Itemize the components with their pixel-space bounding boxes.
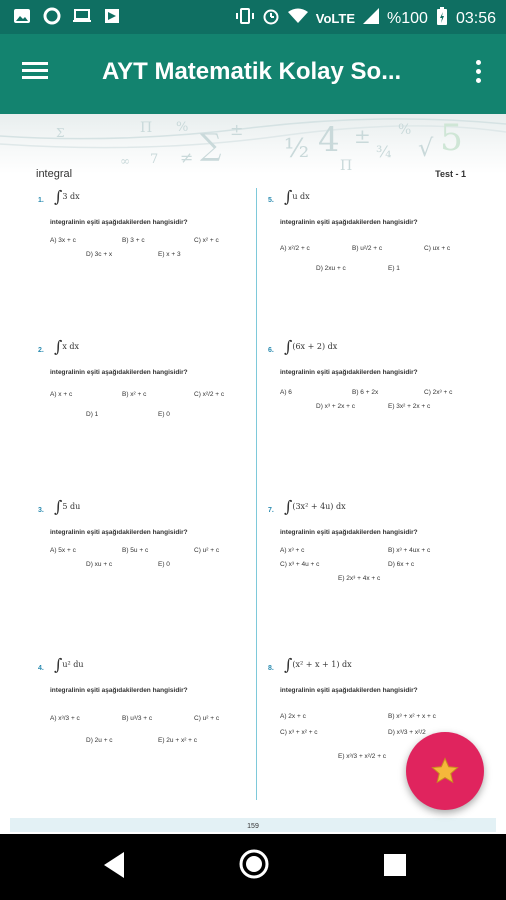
integral-expression: 3 dx: [62, 192, 80, 201]
question-prompt: integralinin eşiti aşağıdakilerden hangisidir?: [280, 687, 418, 694]
option-a: A) x³/3 + c: [50, 715, 80, 722]
recents-button[interactable]: [382, 852, 408, 883]
integral-expression: x dx: [62, 342, 80, 351]
option-b: B) x³ + x² + x + c: [388, 713, 436, 720]
option-b: B) 6 + 2x: [352, 389, 379, 396]
question-prompt: integralinin eşiti aşağıdakilerden hangisidir?: [50, 529, 188, 536]
option-d: D) 6x + c: [388, 561, 415, 568]
option-d: D) 2xu + c: [316, 265, 346, 272]
status-bar: [0, 0, 506, 34]
option-d: D) 1: [86, 411, 99, 418]
option-b: B) u³/3 + c: [122, 715, 153, 722]
integral-expression: u dx: [292, 192, 310, 201]
option-b: B) x² + c: [122, 391, 147, 398]
option-c: C) x³ + 4u + c: [280, 561, 320, 568]
question-prompt: integralinin eşiti aşağıdakilerden hangisidir?: [50, 219, 188, 226]
more-options-icon[interactable]: [474, 60, 484, 88]
wifi-icon: [288, 8, 308, 29]
option-c: C) u² + c: [194, 547, 220, 554]
home-button[interactable]: [238, 848, 270, 885]
option-a: A) 3x + c: [50, 237, 76, 244]
question-prompt: integralinin eşiti aşağıdakilerden hangisidir?: [280, 529, 418, 536]
question-4: 4. ∫u² du integralinin eşiti aşağıdakilerden hangisidir? A) x³/3 + c B) u³/3 + c C) u² + c D) 2u + c E) 2u + x² + c: [38, 655, 220, 744]
option-e: E) x + 3: [158, 251, 181, 258]
vibrate-icon: [236, 7, 254, 30]
option-c: C) 2x³ + c: [424, 389, 453, 396]
network-type-label: VoLTE: [315, 11, 356, 26]
option-e: E) 0: [158, 411, 170, 418]
option-d: D) 2u + c: [86, 737, 113, 744]
page-number: 159: [247, 823, 259, 830]
system-nav-bar: [0, 834, 506, 900]
option-b: B) x³ + 4ux + c: [388, 547, 431, 554]
option-a: A) x³ + c: [280, 547, 305, 554]
question-1: 1. ∫3 dx integralinin eşiti aşağıdakilerden hangisidir? A) 3x + c B) 3 + c C) x² + c D) 3c + x E) x + 3: [38, 187, 219, 258]
option-a: A) 2x + c: [280, 713, 306, 720]
question-3: 3. ∫5 du integralinin eşiti aşağıdakilerden hangisidir? A) 5x + c B) 5u + c C) u² + c D) xu + c E) 0: [38, 497, 220, 568]
signal-icon: [363, 8, 379, 29]
option-a: A) x²/2 + c: [280, 245, 310, 252]
back-button[interactable]: [100, 850, 128, 885]
option-e: E) 2x³ + 4x + c: [338, 575, 381, 582]
option-e: E) 2u + x² + c: [158, 737, 198, 744]
document-page[interactable]: [0, 114, 506, 834]
option-d: D) 3c + x: [86, 251, 113, 258]
option-b: B) u²/2 + c: [352, 245, 383, 252]
integral-expression: 5 du: [62, 502, 81, 511]
laptop-icon: [72, 6, 92, 26]
favorite-fab[interactable]: [406, 732, 484, 810]
topic-label: integral: [36, 168, 73, 180]
option-d: D) x³/3 + x²/2: [388, 729, 426, 736]
question-6: 6. ∫(6x + 2) dx integralinin eşiti aşağıdakilerden hangisidir? A) 6 B) 6 + 2x C) 2x³ + c D) x³ + 2x + c E) 3x² + 2x + c: [268, 337, 453, 410]
question-7: 7. ∫(3x² + 4u) dx integralinin eşiti aşağıdakilerden hangisidir? A) x³ + c B) x³ + 4ux + c C) x³ + 4u + c D) 6x + c E) 2x³ + 4x + c: [268, 497, 431, 582]
math-symbols-banner: Π % ∑ ≠ ± ½ 4 ± % ¾ √ 5 Π ∞ 7 Σ: [0, 114, 506, 174]
option-e: E) 0: [158, 561, 170, 568]
option-c: C) x²/2 + c: [194, 391, 225, 398]
question-prompt: integralinin eşiti aşağıdakilerden hangisidir?: [50, 369, 188, 376]
integral-expression: (6x + 2) dx: [292, 342, 338, 351]
app-notification-icon: [102, 6, 122, 26]
option-c: C) ux + c: [424, 245, 451, 252]
question-prompt: integralinin eşiti aşağıdakilerden hangisidir?: [50, 687, 188, 694]
battery-percentage: %100: [387, 9, 428, 27]
integral-expression: u² du: [62, 660, 84, 669]
option-b: B) 5u + c: [122, 547, 149, 554]
app-title: AYT Matematik Kolay So...: [102, 58, 402, 85]
option-e: E) 3x² + 2x + c: [388, 403, 431, 410]
question-prompt: integralinin eşiti aşağıdakilerden hangisidir?: [280, 219, 418, 226]
option-e: E) 1: [388, 265, 400, 272]
option-d: D) xu + c: [86, 561, 113, 568]
test-label: Test - 1: [435, 169, 466, 179]
image-icon: [12, 6, 32, 26]
star-icon: [430, 756, 460, 786]
option-c: C) x² + c: [194, 237, 219, 244]
question-8: 8. ∫(x² + x + 1) dx integralinin eşiti aşağıdakilerden hangisidir? A) 2x + c B) x³ + x² + x + c C) x³ + x² + c D) x³/3 + x²/2 E) x³/3 + x²/2 + c: [268, 655, 436, 760]
integral-expression: (3x² + 4u) dx: [292, 502, 346, 511]
app-bar: [0, 34, 506, 114]
option-b: B) 3 + c: [122, 237, 145, 244]
menu-icon[interactable]: [22, 58, 56, 90]
option-c: C) u² + c: [194, 715, 220, 722]
option-e: E) x³/3 + x²/2 + c: [338, 753, 387, 760]
column-divider: [256, 188, 257, 800]
question-2: 2. ∫x dx integralinin eşiti aşağıdakilerden hangisidir? A) x + c B) x² + c C) x²/2 + c D) 1 E) 0: [38, 337, 225, 418]
battery-charging-icon: [436, 6, 448, 31]
option-a: A) 6: [280, 389, 292, 396]
clock: 03:56: [455, 9, 496, 27]
integral-expression: (x² + x + 1) dx: [292, 660, 352, 669]
alarm-icon: [262, 7, 280, 30]
option-a: A) x + c: [50, 391, 73, 398]
circle-app-icon: [42, 6, 62, 26]
option-a: A) 5x + c: [50, 547, 76, 554]
option-d: D) x³ + 2x + c: [316, 403, 356, 410]
question-5: 5. ∫u dx integralinin eşiti aşağıdakilerden hangisidir? A) x²/2 + c B) u²/2 + c C) ux + c D) 2xu + c E) 1: [268, 187, 451, 272]
question-prompt: integralinin eşiti aşağıdakilerden hangisidir?: [280, 369, 418, 376]
option-c: C) x³ + x² + c: [280, 729, 318, 736]
